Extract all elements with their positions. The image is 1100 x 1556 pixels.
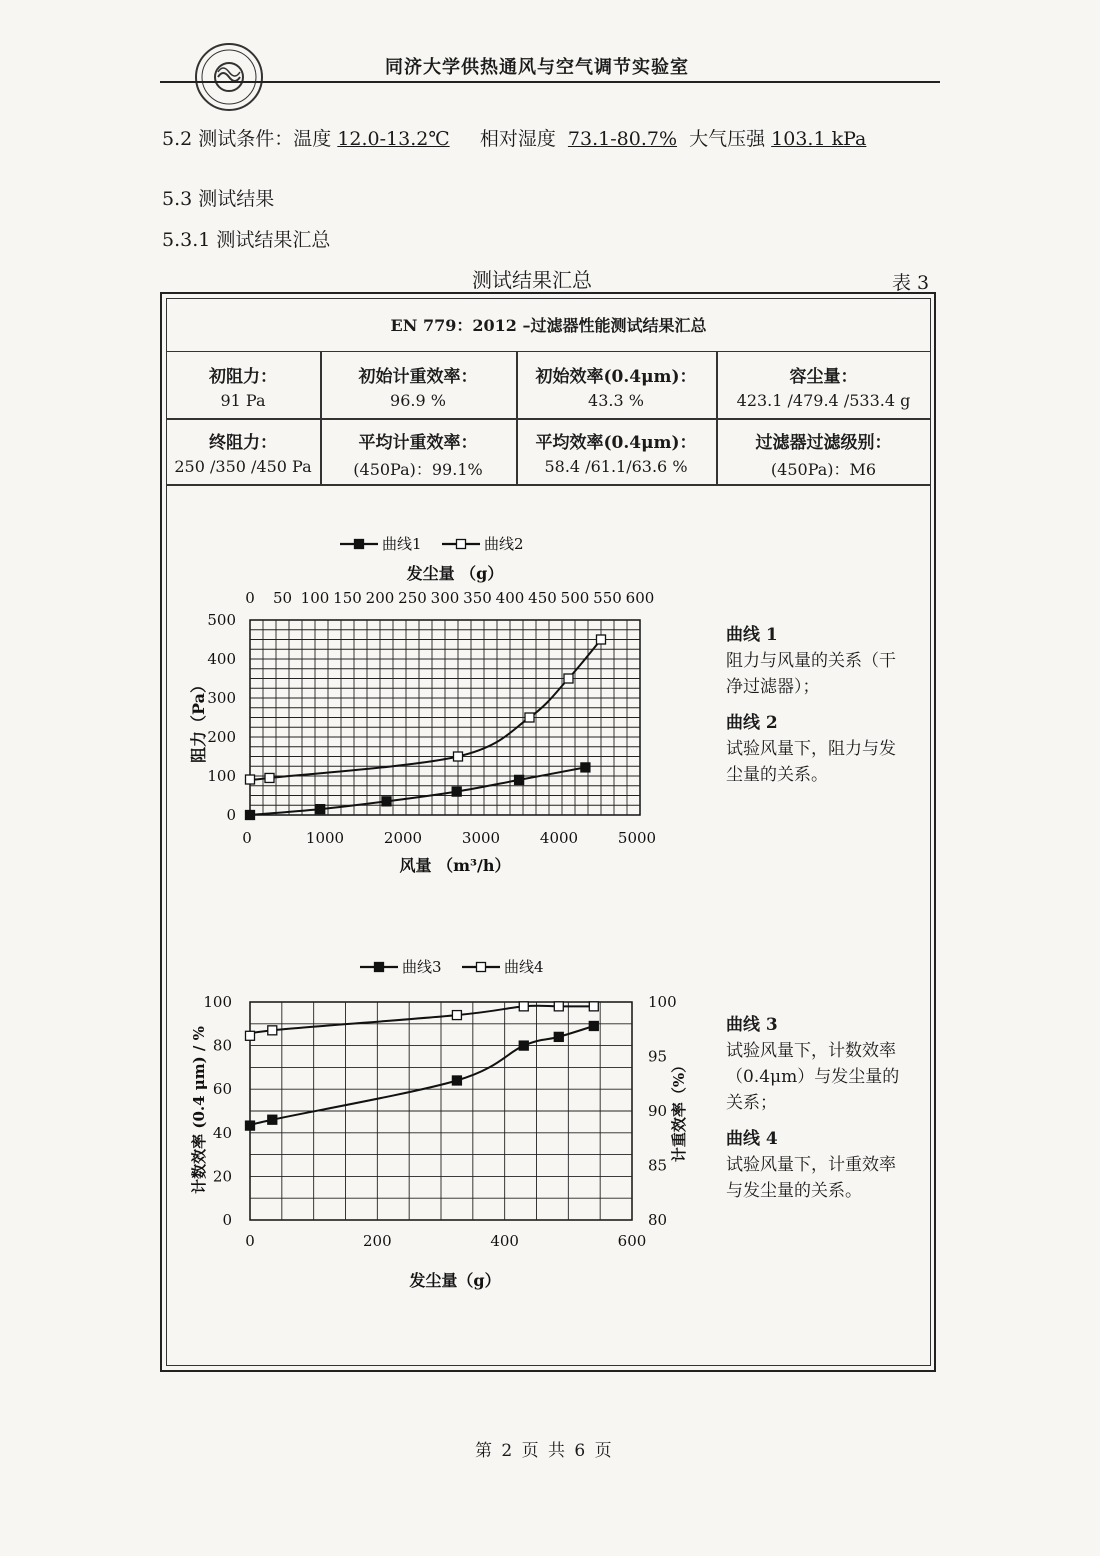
data-point xyxy=(268,1115,277,1124)
y-tick-label: 300 xyxy=(207,689,236,707)
bottom-tick-label: 3000 xyxy=(461,829,501,847)
resistance-chart xyxy=(180,525,700,885)
x-tick-label: 400 xyxy=(490,1232,519,1250)
page-footer: 第 2 页 共 6 页 xyxy=(475,1441,614,1461)
efficiency-chart xyxy=(180,950,700,1300)
y-axis-label: 阻力（Pa） xyxy=(189,677,208,763)
cell-value: (450Pa)：99.1% xyxy=(353,460,483,479)
left-y-tick-label: 100 xyxy=(203,993,232,1011)
data-point xyxy=(246,811,255,820)
bottom-tick-label: 1000 xyxy=(305,829,345,847)
top-tick-label: 450 xyxy=(528,589,557,607)
data-point xyxy=(581,763,590,772)
data-point xyxy=(589,1021,598,1030)
top-tick-label: 550 xyxy=(593,589,622,607)
note-title: 曲线 4 xyxy=(726,1129,778,1149)
top-tick-label: 350 xyxy=(463,589,492,607)
row-divider xyxy=(166,484,931,486)
test-conditions xyxy=(162,124,866,151)
cell-value: 91 Pa xyxy=(220,391,266,410)
top-tick-label: 50 xyxy=(272,589,293,607)
bottom-tick-label: 4000 xyxy=(539,829,579,847)
x-tick-label: 0 xyxy=(245,1232,255,1250)
data-point xyxy=(452,1076,461,1085)
table-caption: 测试结果汇总 xyxy=(472,268,592,292)
left-y-tick-label: 40 xyxy=(212,1123,232,1142)
section-5-3-1: 5.3.1 测试结果汇总 xyxy=(162,229,331,251)
cell-average-arrestance xyxy=(320,418,516,484)
note-title: 曲线 2 xyxy=(726,713,778,733)
top-tick-label: 0 xyxy=(245,589,255,607)
data-point xyxy=(519,1002,528,1011)
note-line: （0.4μm）与发尘量的 xyxy=(726,1067,900,1087)
temperature-value: 12.0-13.2℃ xyxy=(337,128,450,150)
row-divider xyxy=(166,418,931,420)
left-y-tick-label: 80 xyxy=(212,1036,232,1055)
data-point xyxy=(589,1002,598,1011)
cell-label: 容尘量： xyxy=(789,367,858,387)
conditions-prefix: 5.2 测试条件：温度 xyxy=(162,128,332,150)
cell-dust-capacity xyxy=(716,352,931,418)
note-line: 试验风量下，计数效率 xyxy=(726,1041,896,1061)
pressure-value: 103.1 kPa xyxy=(771,128,867,150)
cell-value: 250 /350 /450 Pa xyxy=(174,457,312,476)
note-line: 与发尘量的关系。 xyxy=(726,1181,862,1201)
bottom-tick-label: 5000 xyxy=(617,829,657,847)
legend-marker xyxy=(457,540,466,549)
cell-initial-efficiency xyxy=(516,352,716,418)
cell-label: 平均计重效率： xyxy=(358,433,478,453)
note-curve-1 xyxy=(726,622,896,700)
humidity-value: 73.1-80.7% xyxy=(567,128,678,150)
left-y-tick-label: 60 xyxy=(212,1080,232,1099)
table-number: 表 3 xyxy=(892,272,930,294)
top-tick-label: 150 xyxy=(333,589,362,607)
note-line: 试验风量下，阻力与发 xyxy=(726,739,896,759)
right-y-tick-label: 95 xyxy=(648,1047,668,1066)
top-axis-label: 发尘量 （g） xyxy=(406,564,504,583)
note-line: 净过滤器）； xyxy=(726,677,820,697)
humidity-label: 相对湿度 xyxy=(479,128,556,150)
cell-average-efficiency xyxy=(516,418,716,484)
legend-marker xyxy=(355,540,364,549)
x-tick-label: 200 xyxy=(363,1232,392,1250)
legend-label: 曲线1 xyxy=(382,535,422,553)
university-seal-icon xyxy=(194,42,264,112)
right-y-tick-label: 85 xyxy=(648,1156,668,1175)
top-tick-label: 200 xyxy=(365,589,395,607)
cell-label: 初始效率(0.4μm)： xyxy=(535,367,697,387)
note-line: 尘量的关系。 xyxy=(726,765,828,785)
data-point xyxy=(268,1026,277,1035)
right-y-tick-label: 90 xyxy=(648,1102,668,1120)
note-title: 曲线 1 xyxy=(726,625,778,645)
cell-label: 初始计重效率： xyxy=(358,367,478,387)
data-point xyxy=(246,1031,255,1040)
data-point xyxy=(519,1041,528,1050)
data-point xyxy=(564,674,573,683)
data-point xyxy=(246,775,255,784)
legend-marker xyxy=(375,963,384,972)
legend-label: 曲线2 xyxy=(484,535,524,553)
note-title: 曲线 3 xyxy=(726,1015,778,1035)
legend-marker xyxy=(477,963,486,972)
cell-label: 过滤器过滤级别： xyxy=(755,433,892,453)
y-tick-label: 200 xyxy=(207,728,236,746)
left-y-axis-label: 计数效率 (0.4 μm) / % xyxy=(190,1026,208,1194)
right-y-tick-label: 100 xyxy=(648,993,677,1011)
cell-value: 58.4 /61.1/63.6 % xyxy=(544,457,688,476)
data-point xyxy=(246,1121,255,1130)
note-curve-3 xyxy=(726,1012,899,1116)
bottom-tick-label: 0 xyxy=(242,829,252,847)
x-axis-label: 发尘量（g） xyxy=(409,1271,501,1290)
note-line: 阻力与风量的关系（干 xyxy=(726,651,896,671)
cell-value: 43.3 % xyxy=(588,391,644,410)
bottom-tick-label: 2000 xyxy=(383,829,423,847)
cell-value: (450Pa)：M6 xyxy=(770,460,877,479)
y-tick-label: 500 xyxy=(207,611,236,629)
data-point xyxy=(525,713,534,722)
cell-filter-class xyxy=(716,418,931,484)
note-line: 关系； xyxy=(726,1093,777,1113)
legend-label: 曲线3 xyxy=(402,958,442,976)
note-curve-2 xyxy=(726,710,896,788)
y-tick-label: 100 xyxy=(207,767,236,785)
cell-label: 平均效率(0.4μm)： xyxy=(535,433,697,453)
legend-label: 曲线4 xyxy=(504,958,544,976)
data-point xyxy=(382,797,391,806)
top-tick-label: 600 xyxy=(625,589,655,607)
data-point xyxy=(454,752,463,761)
top-tick-label: 400 xyxy=(495,589,525,607)
cell-label: 终阻力： xyxy=(209,433,277,453)
top-tick-label: 300 xyxy=(430,589,460,607)
right-y-axis-label: 计重效率（%） xyxy=(670,1057,688,1163)
bottom-axis-label: 风量 （m³/h） xyxy=(399,856,511,875)
cell-value: 423.1 /479.4 /533.4 g xyxy=(736,391,911,410)
cell-initial-arrestance xyxy=(320,352,516,418)
top-tick-label: 500 xyxy=(560,589,590,607)
cell-initial-resistance xyxy=(166,352,320,418)
section-5-3: 5.3 测试结果 xyxy=(162,188,275,210)
header-divider xyxy=(160,81,940,83)
lab-header-title: 同济大学供热通风与空气调节实验室 xyxy=(385,57,689,78)
note-curve-4 xyxy=(726,1126,896,1204)
x-tick-label: 600 xyxy=(617,1232,647,1250)
top-tick-label: 250 xyxy=(398,589,427,607)
data-point xyxy=(452,1011,461,1020)
data-point xyxy=(316,805,325,814)
y-tick-label: 400 xyxy=(207,650,236,668)
cell-value: 96.9 % xyxy=(390,391,446,410)
top-tick-label: 100 xyxy=(300,589,330,607)
data-point xyxy=(597,635,606,644)
cell-label: 初阻力： xyxy=(209,367,277,387)
cell-final-resistance xyxy=(166,418,320,484)
left-y-tick-label: 0 xyxy=(222,1211,232,1229)
left-y-tick-label: 20 xyxy=(212,1167,232,1186)
right-y-tick-label: 80 xyxy=(648,1211,668,1229)
y-tick-label: 0 xyxy=(226,806,236,824)
data-point xyxy=(452,787,461,796)
note-line: 试验风量下，计重效率 xyxy=(726,1155,896,1175)
data-point xyxy=(554,1002,563,1011)
series-line-4 xyxy=(249,1006,593,1036)
data-point xyxy=(265,773,274,782)
table-heading: EN 779：2012 –过滤器性能测试结果汇总 xyxy=(166,300,931,352)
data-point xyxy=(554,1032,563,1041)
series-line-2 xyxy=(248,640,601,781)
data-point xyxy=(515,775,524,784)
pressure-label: 大气压强 xyxy=(689,128,766,150)
